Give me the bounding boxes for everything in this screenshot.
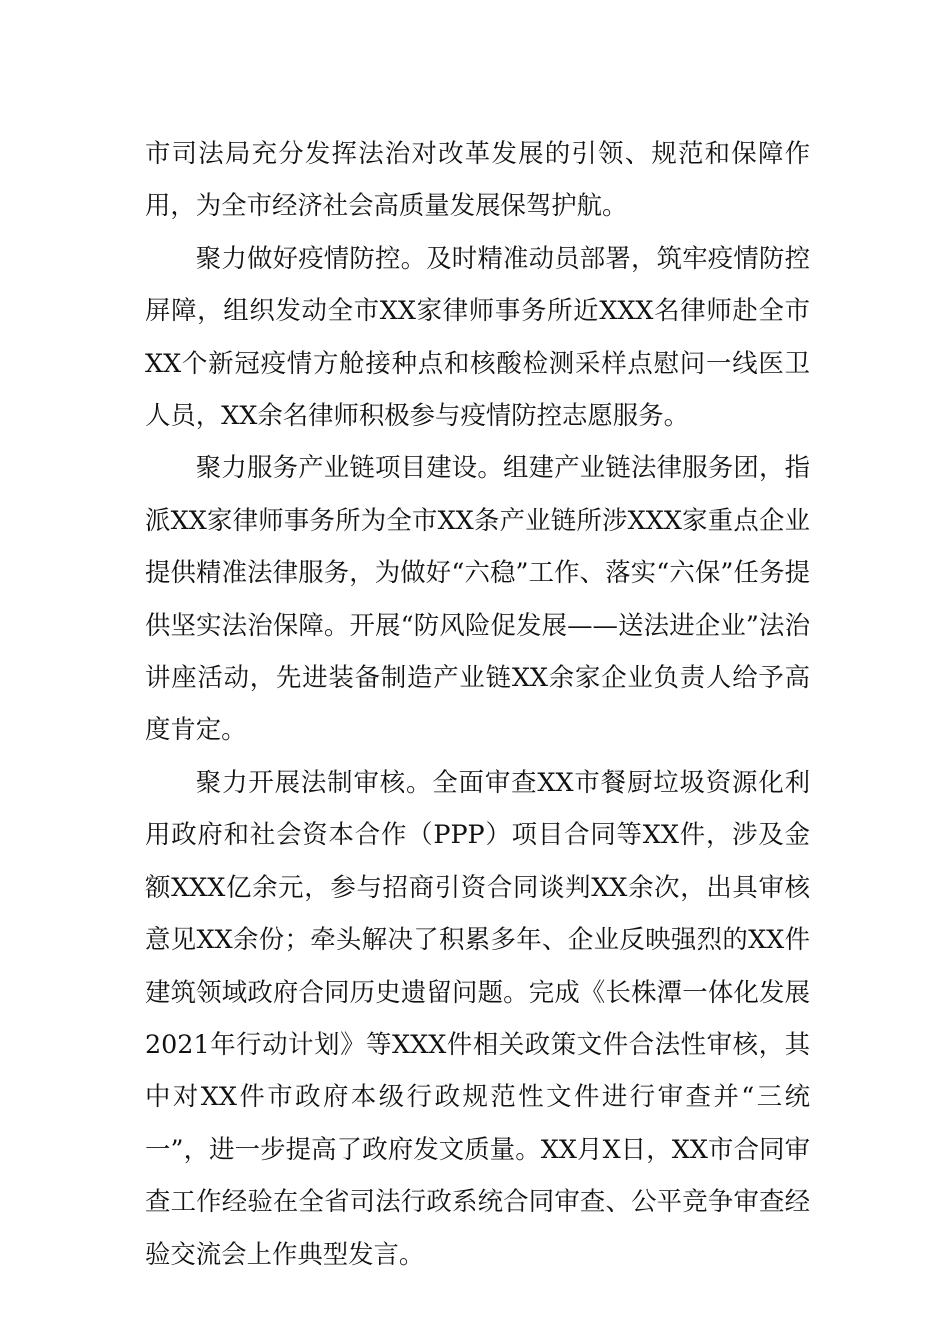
document-body: [145, 127, 810, 1280]
paragraph-epidemic-prevention: 聚力做好疫情防控。及时精准动员部署，筑牢疫情防控屏障，组织发动全市XX家律师事务所近XXX名律师赴全市XX个新冠疫情方舱接种点和核酸检测采样点慰问一线医卫人员，XX余名律师积极参与疫情防控志愿服务。: [145, 242, 810, 431]
paragraph-industry-chain: 聚力服务产业链项目建设。组建产业链法律服务团，指派XX家律师事务所为全市XX条产业链所涉XXX家重点企业提供精准法律服务，为做好“六稳”工作、落实“六保”任务提供坚实法治保障。开展“防风险促发展——送法进企业”法治讲座活动，先进装备制造产业链XX余家企业负责人给予高度肯定。: [145, 452, 810, 745]
paragraph-legal-review: 聚力开展法制审核。全面审查XX市餐厨垃圾资源化利用政府和社会资本合作（PPP）项目合同等XX件，涉及金额XXX亿余元，参与招商引资合同谈判XX余次，出具审核意见XX余份；牵头解决了积累多年、企业反映强烈的XX件建筑领域政府合同历史遗留问题。完成《长株潭一体化发展2021年行动计划》等XXX件相关政策文件合法性审核，其中对XX件市政府本级行政规范性文件进行审查并“三统一”，进一步提高了政府发文质量。XX月X日，XX市合同审查工作经验在全省司法行政系统合同审查、公平竞争审查经验交流会上作典型发言。: [145, 766, 810, 1269]
paragraph-continued: 市司法局充分发挥法治对改革发展的引领、规范和保障作用，为全市经济社会高质量发展保驾护航。: [145, 138, 810, 221]
